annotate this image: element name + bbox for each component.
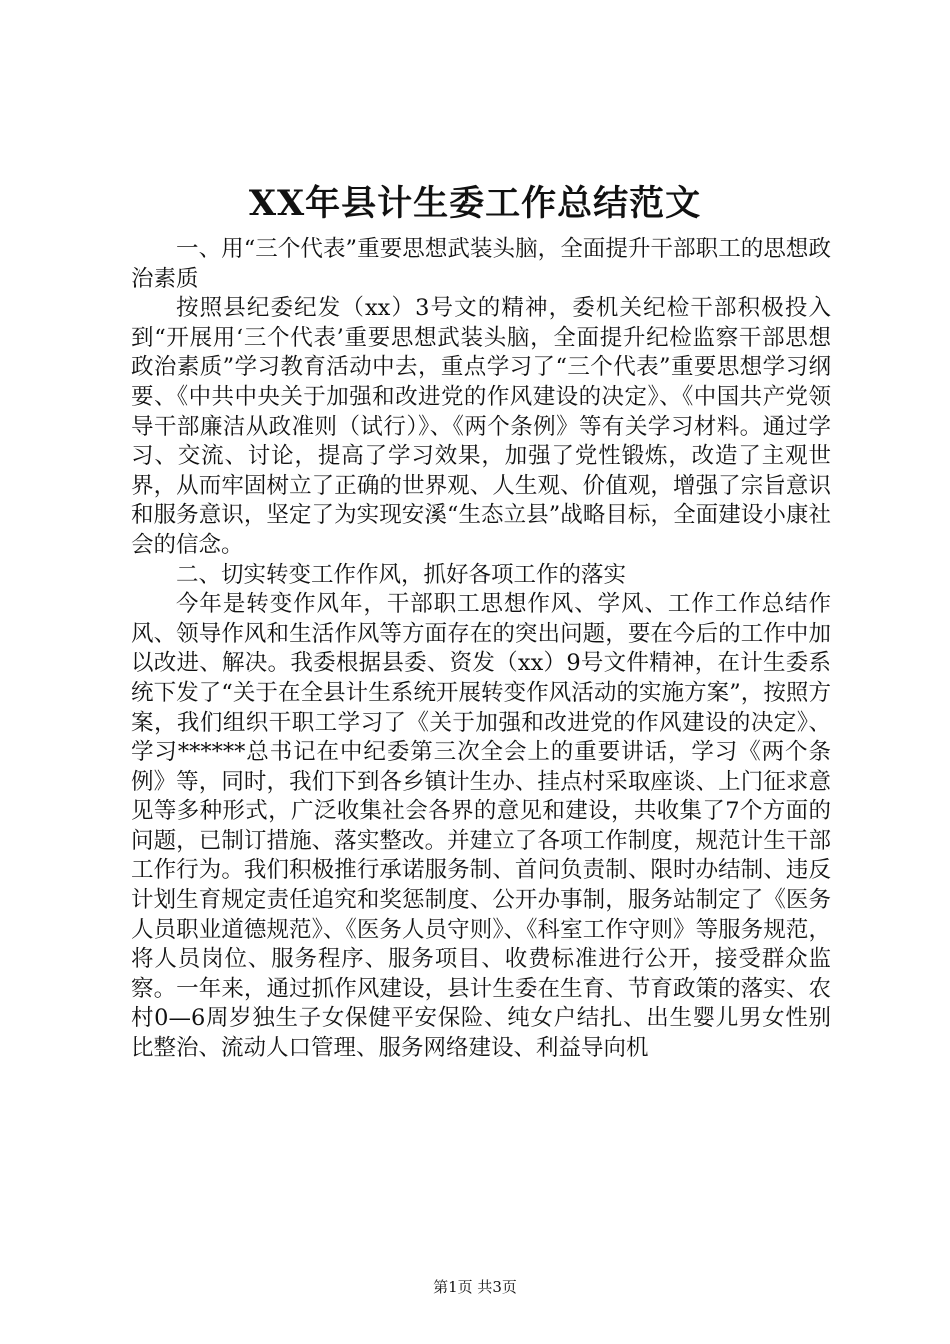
section-heading-1: 一、用“三个代表”重要思想武装头脑，全面提升干部职工的思想政治素质 — [131, 236, 831, 292]
document-title: XX年县计生委工作总结范文 — [248, 183, 702, 224]
body-paragraph-1: 按照县纪委纪发（xx）3号文的精神，委机关纪检干部积极投入到“开展用‘三个代表’重要思想武装头脑，全面提升纪检监察干部思想政治素质”学习教育活动中去，重点学习了“三个代表”重要思想学习纲要、《中共中央关于加强和改进党的作风建设的决定》、《中国共产党领导干部廉洁从政准则（试行）》、《两个条例》等有关学习材料。通过学习、交流、讨论，提高了学习效果，加强了党性锻炼，改造了主观世界，从而牢固树立了正确的世界观、人生观、价值观，增强了宗旨意识和服务意识，坚定了为实现安溪“生态立县”战略目标，全面建设小康社会的信念。 — [131, 295, 831, 558]
document-body — [131, 235, 831, 1064]
body-paragraph-2: 今年是转变作风年，干部职工思想作风、学风、工作工作总结作风、领导作风和生活作风等方面存在的突出问题，要在今后的工作中加以改进、解决。我委根据县委、资发（xx）9号文件精神，在计生委系统下发了“关于在全县计生系统开展转变作风活动的实施方案”，按照方案，我们组织干职工学习了《关于加强和改进党的作风建设的决定》、学习******总书记在中纪委第三次全会上的重要讲话，学习《两个条例》等，同时，我们下到各乡镇计生办、挂点村采取座谈、上门征求意见等多种形式，广泛收集社会各界的意见和建设，共收集了7个方面的问题，已制订措施、落实整改。并建立了各项工作制度，规范计生干部工作行为。我们积极推行承诺服务制、首问负责制、限时办结制、违反计划生育规定责任追究和奖惩制度、公开办事制，服务站制定了《医务人员职业道德规范》、《医务人员守则》、《科室工作守则》等服务规范，将人员岗位、服务程序、服务项目、收费标准进行公开，接受群众监察。一年来，通过抓作风建设，县计生委在生育、节育政策的落实、农村0—6周岁独生子女保健平安保险、纯女户结扎、出生婴儿男女性别比整治、流动人口管理、服务网络建设、利益导向机 — [131, 591, 831, 1062]
page-number-footer: 第1页 共3页 — [433, 1278, 517, 1296]
section-heading-2: 二、切实转变工作作风，抓好各项工作的落实 — [176, 561, 627, 588]
